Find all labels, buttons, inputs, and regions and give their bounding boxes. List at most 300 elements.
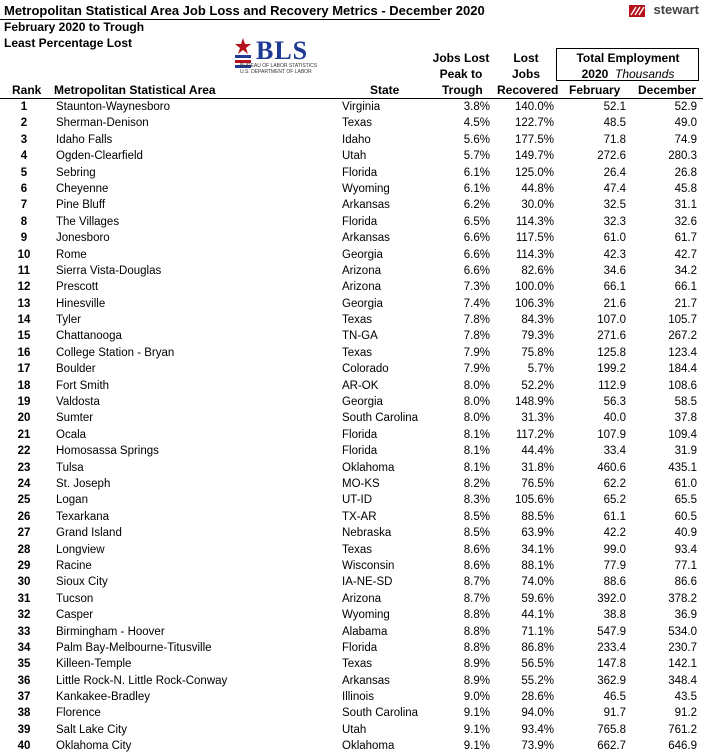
cell-msa: Kankakee-Bradley xyxy=(56,691,150,704)
table-row xyxy=(0,148,703,164)
cell-msa: Hinesville xyxy=(56,297,106,310)
cell-february-employment: 38.8 xyxy=(603,609,626,622)
cell-state: Alabama xyxy=(342,625,388,638)
cell-february-employment: 112.9 xyxy=(598,379,626,392)
cell-msa: Chattanooga xyxy=(56,330,122,343)
cell-jobs-lost-peak-to-trough: 5.6% xyxy=(463,133,490,146)
cell-msa: Tucson xyxy=(56,592,94,605)
column-header-trough: Trough xyxy=(442,83,483,97)
cell-february-employment: 662.7 xyxy=(597,740,626,753)
cell-state: MO-KS xyxy=(342,477,380,490)
cell-jobs-lost-peak-to-trough: 8.8% xyxy=(463,625,490,638)
cell-msa: Grand Island xyxy=(56,527,122,540)
cell-msa: Ocala xyxy=(56,428,87,441)
cell-msa: Tyler xyxy=(56,314,81,327)
table-row xyxy=(0,656,703,672)
cell-lost-jobs-recovered: 56.5% xyxy=(521,658,554,671)
cell-msa: Valdosta xyxy=(56,396,100,409)
cell-lost-jobs-recovered: 79.3% xyxy=(521,330,554,343)
cell-state: Texas xyxy=(342,117,373,130)
cell-february-employment: 34.6 xyxy=(603,264,626,277)
cell-december-employment: 49.0 xyxy=(674,117,697,130)
cell-february-employment: 61.0 xyxy=(603,232,626,245)
cell-lost-jobs-recovered: 74.0% xyxy=(521,576,554,589)
cell-lost-jobs-recovered: 122.7% xyxy=(514,117,554,130)
cell-december-employment: 42.7 xyxy=(674,248,697,261)
cell-jobs-lost-peak-to-trough: 7.4% xyxy=(463,297,490,310)
table-row xyxy=(0,722,703,738)
cell-state: Idaho xyxy=(342,133,371,146)
bls-logo xyxy=(232,38,352,78)
cell-msa: Birmingham - Hoover xyxy=(56,625,165,638)
cell-jobs-lost-peak-to-trough: 9.0% xyxy=(463,691,490,704)
cell-jobs-lost-peak-to-trough: 9.1% xyxy=(463,707,490,720)
cell-msa: Sierra Vista-Douglas xyxy=(56,264,162,277)
cell-february-employment: 42.3 xyxy=(603,248,626,261)
table-row xyxy=(0,312,703,328)
cell-rank: 24 xyxy=(17,477,31,490)
cell-rank: 4 xyxy=(20,150,28,163)
cell-rank: 27 xyxy=(17,527,31,540)
cell-february-employment: 107.0 xyxy=(597,314,626,327)
cell-msa: St. Joseph xyxy=(56,477,111,490)
cell-december-employment: 40.9 xyxy=(674,527,697,540)
cell-msa: College Station - Bryan xyxy=(56,346,175,359)
cell-state: Arkansas xyxy=(342,199,390,212)
cell-jobs-lost-peak-to-trough: 3.8% xyxy=(463,101,490,113)
cell-lost-jobs-recovered: 82.6% xyxy=(521,264,554,277)
cell-rank: 3 xyxy=(20,133,28,146)
cell-state: Illinois xyxy=(342,691,374,704)
cell-state: Texas xyxy=(342,314,373,327)
table-row xyxy=(0,197,703,213)
cell-december-employment: 142.1 xyxy=(668,658,697,671)
cell-december-employment: 60.5 xyxy=(674,510,697,523)
cell-rank: 8 xyxy=(20,215,28,228)
cell-jobs-lost-peak-to-trough: 6.6% xyxy=(463,232,490,245)
cell-msa: Ogden-Clearfield xyxy=(56,150,143,163)
cell-msa: Cheyenne xyxy=(56,182,109,195)
cell-lost-jobs-recovered: 100.0% xyxy=(514,281,554,294)
cell-lost-jobs-recovered: 63.9% xyxy=(521,527,554,540)
cell-rank: 37 xyxy=(17,691,31,704)
cell-msa: Florence xyxy=(56,707,101,720)
column-header-february: February xyxy=(569,83,621,97)
cell-state: Texas xyxy=(342,543,373,556)
table-row xyxy=(0,410,703,426)
cell-state: Wisconsin xyxy=(342,559,395,572)
cell-state: Utah xyxy=(342,150,367,163)
cell-february-employment: 77.9 xyxy=(603,559,626,572)
cell-rank: 14 xyxy=(17,314,31,327)
cell-february-employment: 71.8 xyxy=(603,133,626,146)
table-row xyxy=(0,427,703,443)
cell-jobs-lost-peak-to-trough: 7.9% xyxy=(463,363,490,376)
cell-state: Wyoming xyxy=(342,182,390,195)
cell-february-employment: 91.7 xyxy=(603,707,626,720)
cell-february-employment: 392.0 xyxy=(597,592,626,605)
cell-rank: 12 xyxy=(17,281,31,294)
cell-jobs-lost-peak-to-trough: 5.7% xyxy=(463,150,490,163)
cell-rank: 9 xyxy=(20,232,28,245)
cell-lost-jobs-recovered: 149.7% xyxy=(514,150,554,163)
cell-december-employment: 45.8 xyxy=(674,182,697,195)
cell-rank: 35 xyxy=(17,658,31,671)
cell-february-employment: 32.3 xyxy=(603,215,626,228)
cell-february-employment: 199.2 xyxy=(597,363,626,376)
cell-rank: 18 xyxy=(17,379,31,392)
cell-msa: Sioux City xyxy=(56,576,108,589)
header-year-units xyxy=(558,66,698,82)
header-thousands: Thousands xyxy=(615,67,675,81)
cell-msa: Idaho Falls xyxy=(56,133,113,146)
cell-lost-jobs-recovered: 55.2% xyxy=(521,674,554,687)
table-row xyxy=(0,214,703,230)
cell-msa: Rome xyxy=(56,248,87,261)
bls-logo-subtitle-dept: U.S. DEPARTMENT OF LABOR xyxy=(240,69,312,75)
cell-jobs-lost-peak-to-trough: 8.5% xyxy=(463,510,490,523)
cell-jobs-lost-peak-to-trough: 6.1% xyxy=(463,166,490,179)
cell-february-employment: 271.6 xyxy=(597,330,626,343)
cell-rank: 25 xyxy=(17,494,31,507)
cell-msa: Longview xyxy=(56,543,105,556)
cell-rank: 32 xyxy=(17,609,31,622)
header-jobs-lost-line2: Peak to xyxy=(439,67,483,81)
cell-february-employment: 66.1 xyxy=(603,281,626,294)
table-row xyxy=(0,378,703,394)
cell-lost-jobs-recovered: 52.2% xyxy=(521,379,554,392)
cell-february-employment: 48.5 xyxy=(603,117,626,130)
cell-state: Texas xyxy=(342,658,373,671)
cell-state: Texas xyxy=(342,346,373,359)
cell-msa: Sebring xyxy=(56,166,96,179)
cell-state: IA-NE-SD xyxy=(342,576,393,589)
cell-jobs-lost-peak-to-trough: 9.1% xyxy=(463,740,490,753)
table-row xyxy=(0,279,703,295)
cell-msa: Staunton-Waynesboro xyxy=(56,101,171,113)
cell-rank: 22 xyxy=(17,445,31,458)
cell-lost-jobs-recovered: 125.0% xyxy=(514,166,554,179)
cell-december-employment: 93.4 xyxy=(674,543,697,556)
cell-lost-jobs-recovered: 75.8% xyxy=(521,346,554,359)
cell-february-employment: 107.9 xyxy=(597,428,626,441)
bls-logo-subtitle: BUREAU OF LABOR STATISTICS xyxy=(240,63,318,69)
report-subtitle-sort: Least Percentage Lost xyxy=(4,36,133,50)
cell-december-employment: 34.2 xyxy=(674,264,697,277)
cell-february-employment: 40.0 xyxy=(603,412,626,425)
cell-february-employment: 33.4 xyxy=(603,445,626,458)
cell-state: Arizona xyxy=(342,592,381,605)
column-header-recovered: Recovered xyxy=(497,83,559,97)
table-row xyxy=(0,230,703,246)
cell-lost-jobs-recovered: 86.8% xyxy=(521,641,554,654)
cell-rank: 36 xyxy=(17,674,31,687)
cell-state: Oklahoma xyxy=(342,461,395,474)
cell-msa: Racine xyxy=(56,559,92,572)
cell-lost-jobs-recovered: 44.1% xyxy=(521,609,554,622)
table-row xyxy=(0,689,703,705)
table-row xyxy=(0,460,703,476)
cell-rank: 19 xyxy=(17,396,31,409)
cell-msa: Logan xyxy=(56,494,88,507)
cell-msa: Homosassa Springs xyxy=(56,445,159,458)
cell-jobs-lost-peak-to-trough: 8.8% xyxy=(463,641,490,654)
cell-december-employment: 77.1 xyxy=(674,559,697,572)
cell-december-employment: 43.5 xyxy=(674,691,697,704)
cell-lost-jobs-recovered: 114.3% xyxy=(515,248,554,261)
cell-jobs-lost-peak-to-trough: 8.2% xyxy=(463,477,490,490)
cell-rank: 34 xyxy=(17,641,31,654)
cell-december-employment: 123.4 xyxy=(668,346,697,359)
cell-rank: 1 xyxy=(20,101,28,113)
column-header-rank: Rank xyxy=(12,83,42,97)
cell-february-employment: 99.0 xyxy=(603,543,626,556)
cell-rank: 17 xyxy=(17,363,31,376)
cell-december-employment: 58.5 xyxy=(674,396,697,409)
cell-february-employment: 32.5 xyxy=(603,199,626,212)
cell-december-employment: 52.9 xyxy=(674,101,697,113)
cell-lost-jobs-recovered: 5.7% xyxy=(527,363,554,376)
table-row xyxy=(0,165,703,181)
cell-december-employment: 32.6 xyxy=(674,215,697,228)
table-row xyxy=(0,296,703,312)
cell-rank: 2 xyxy=(20,117,28,130)
cell-lost-jobs-recovered: 28.6% xyxy=(521,691,554,704)
cell-state: Florida xyxy=(342,215,378,228)
cell-state: Virginia xyxy=(342,101,381,113)
cell-state: Florida xyxy=(342,641,378,654)
cell-jobs-lost-peak-to-trough: 8.6% xyxy=(463,559,490,572)
cell-msa: Jonesboro xyxy=(56,232,110,245)
cell-rank: 40 xyxy=(17,740,31,753)
cell-state: Arizona xyxy=(342,264,381,277)
table-row xyxy=(0,705,703,721)
cell-jobs-lost-peak-to-trough: 8.9% xyxy=(463,674,490,687)
cell-jobs-lost-peak-to-trough: 8.0% xyxy=(463,396,490,409)
table-row xyxy=(0,361,703,377)
table-row xyxy=(0,476,703,492)
cell-december-employment: 65.5 xyxy=(674,494,697,507)
cell-state: Florida xyxy=(342,166,378,179)
table-row xyxy=(0,591,703,607)
column-header-december: December xyxy=(638,83,697,97)
cell-lost-jobs-recovered: 84.3% xyxy=(521,314,554,327)
cell-jobs-lost-peak-to-trough: 6.6% xyxy=(463,248,490,261)
table-row xyxy=(0,181,703,197)
cell-lost-jobs-recovered: 177.5% xyxy=(514,133,554,146)
table-row xyxy=(0,525,703,541)
cell-jobs-lost-peak-to-trough: 7.9% xyxy=(463,346,490,359)
table-row xyxy=(0,345,703,361)
cell-msa: Killeen-Temple xyxy=(56,658,132,671)
cell-msa: Pine Bluff xyxy=(56,199,106,212)
column-header-state: State xyxy=(370,83,400,97)
table-row xyxy=(0,640,703,656)
cell-rank: 7 xyxy=(20,199,28,212)
table-row xyxy=(0,115,703,131)
cell-rank: 10 xyxy=(17,248,31,261)
cell-jobs-lost-peak-to-trough: 8.1% xyxy=(463,461,490,474)
cell-february-employment: 61.1 xyxy=(603,510,626,523)
table-row xyxy=(0,263,703,279)
header-total-employment: Total Employment xyxy=(576,51,680,65)
cell-december-employment: 280.3 xyxy=(668,150,697,163)
cell-state: Georgia xyxy=(342,396,383,409)
cell-rank: 33 xyxy=(17,625,31,638)
cell-msa: Sherman-Denison xyxy=(56,117,149,130)
cell-february-employment: 62.2 xyxy=(603,477,626,490)
cell-december-employment: 761.2 xyxy=(668,723,697,736)
cell-lost-jobs-recovered: 114.3% xyxy=(515,215,554,228)
cell-lost-jobs-recovered: 34.1% xyxy=(521,543,554,556)
cell-rank: 20 xyxy=(17,412,31,425)
header-lost-jobs-line1: Lost xyxy=(513,51,539,65)
cell-state: Colorado xyxy=(342,363,389,376)
table-row xyxy=(0,509,703,525)
cell-jobs-lost-peak-to-trough: 8.7% xyxy=(463,592,490,605)
table-row xyxy=(0,443,703,459)
cell-jobs-lost-peak-to-trough: 8.3% xyxy=(463,494,490,507)
cell-msa: Palm Bay-Melbourne-Titusville xyxy=(56,641,212,654)
cell-lost-jobs-recovered: 88.1% xyxy=(521,559,554,572)
cell-lost-jobs-recovered: 117.5% xyxy=(515,232,554,245)
cell-lost-jobs-recovered: 105.6% xyxy=(514,494,554,507)
cell-jobs-lost-peak-to-trough: 7.8% xyxy=(463,314,490,327)
cell-msa: Texarkana xyxy=(56,510,110,523)
cell-lost-jobs-recovered: 148.9% xyxy=(514,396,554,409)
cell-state: TX-AR xyxy=(342,510,377,523)
cell-lost-jobs-recovered: 88.5% xyxy=(521,510,554,523)
cell-december-employment: 348.4 xyxy=(668,674,697,687)
cell-msa: The Villages xyxy=(56,215,120,228)
cell-february-employment: 56.3 xyxy=(603,396,626,409)
cell-lost-jobs-recovered: 71.1% xyxy=(521,625,554,638)
stewart-logo-icon xyxy=(629,5,645,17)
cell-december-employment: 105.7 xyxy=(668,314,697,327)
cell-december-employment: 184.4 xyxy=(668,363,697,376)
cell-december-employment: 36.9 xyxy=(674,609,697,622)
cell-state: South Carolina xyxy=(342,707,419,720)
cell-december-employment: 31.9 xyxy=(674,445,697,458)
cell-jobs-lost-peak-to-trough: 9.1% xyxy=(463,723,490,736)
header-lost-jobs-line2: Jobs xyxy=(511,67,540,81)
cell-state: Florida xyxy=(342,445,378,458)
table-row xyxy=(0,738,703,754)
cell-jobs-lost-peak-to-trough: 6.1% xyxy=(463,182,490,195)
cell-december-employment: 267.2 xyxy=(668,330,697,343)
table-row xyxy=(0,574,703,590)
table-row xyxy=(0,673,703,689)
cell-state: Arkansas xyxy=(342,674,390,687)
cell-february-employment: 460.6 xyxy=(597,461,626,474)
cell-jobs-lost-peak-to-trough: 6.2% xyxy=(463,199,490,212)
cell-jobs-lost-peak-to-trough: 4.5% xyxy=(463,117,490,130)
cell-rank: 29 xyxy=(17,559,31,572)
cell-state: AR-OK xyxy=(342,379,379,392)
stewart-logo-text: stewart xyxy=(653,2,699,17)
cell-february-employment: 52.1 xyxy=(603,101,626,113)
cell-lost-jobs-recovered: 31.3% xyxy=(521,412,554,425)
cell-state: South Carolina xyxy=(342,412,419,425)
cell-jobs-lost-peak-to-trough: 8.0% xyxy=(463,379,490,392)
table-row xyxy=(0,99,703,115)
cell-february-employment: 21.6 xyxy=(603,297,626,310)
cell-state: Georgia xyxy=(342,248,383,261)
header-lost-jobs xyxy=(494,50,558,82)
cell-lost-jobs-recovered: 59.6% xyxy=(521,592,554,605)
cell-msa: Casper xyxy=(56,609,94,622)
cell-state: Utah xyxy=(342,723,367,736)
table-row xyxy=(0,558,703,574)
cell-jobs-lost-peak-to-trough: 6.6% xyxy=(463,264,490,277)
cell-msa: Tulsa xyxy=(56,461,84,474)
bls-logo-text: BLS xyxy=(256,36,309,65)
cell-jobs-lost-peak-to-trough: 8.1% xyxy=(463,428,490,441)
cell-february-employment: 46.5 xyxy=(603,691,626,704)
table-row xyxy=(0,624,703,640)
cell-jobs-lost-peak-to-trough: 8.1% xyxy=(463,445,490,458)
cell-lost-jobs-recovered: 44.4% xyxy=(521,445,554,458)
cell-december-employment: 91.2 xyxy=(674,707,697,720)
cell-lost-jobs-recovered: 30.0% xyxy=(521,199,554,212)
column-header-msa: Metropolitan Statistical Area xyxy=(54,83,216,97)
cell-msa: Boulder xyxy=(56,363,96,376)
header-year: 2020 xyxy=(581,67,609,81)
report-title: Metropolitan Statistical Area Job Loss and Recovery Metrics - December 2020 xyxy=(4,3,485,18)
cell-rank: 16 xyxy=(17,346,31,359)
cell-december-employment: 31.1 xyxy=(674,199,697,212)
cell-february-employment: 65.2 xyxy=(603,494,626,507)
cell-december-employment: 66.1 xyxy=(674,281,697,294)
cell-december-employment: 61.0 xyxy=(674,477,697,490)
cell-february-employment: 26.4 xyxy=(603,166,626,179)
cell-december-employment: 108.6 xyxy=(668,379,697,392)
cell-jobs-lost-peak-to-trough: 8.8% xyxy=(463,609,490,622)
header-jobs-lost xyxy=(428,50,494,82)
cell-state: Georgia xyxy=(342,297,383,310)
cell-state: Arizona xyxy=(342,281,381,294)
cell-december-employment: 61.7 xyxy=(674,232,697,245)
cell-lost-jobs-recovered: 76.5% xyxy=(521,477,554,490)
cell-february-employment: 233.4 xyxy=(597,641,626,654)
cell-december-employment: 26.8 xyxy=(674,166,697,179)
header-jobs-lost-line1: Jobs Lost xyxy=(432,51,490,65)
cell-december-employment: 230.7 xyxy=(668,641,697,654)
cell-state: TN-GA xyxy=(342,330,378,343)
cell-december-employment: 74.9 xyxy=(674,133,697,146)
cell-december-employment: 37.8 xyxy=(674,412,697,425)
cell-jobs-lost-peak-to-trough: 8.7% xyxy=(463,576,490,589)
cell-lost-jobs-recovered: 73.9% xyxy=(521,740,554,753)
cell-jobs-lost-peak-to-trough: 7.8% xyxy=(463,330,490,343)
cell-rank: 6 xyxy=(20,182,28,195)
table-row xyxy=(0,492,703,508)
cell-state: Nebraska xyxy=(342,527,392,540)
cell-december-employment: 378.2 xyxy=(668,592,697,605)
table-row xyxy=(0,542,703,558)
report-subtitle-period: February 2020 to Trough xyxy=(4,20,145,34)
cell-december-employment: 21.7 xyxy=(674,297,697,310)
data-table xyxy=(0,99,703,755)
cell-msa: Salt Lake City xyxy=(56,723,127,736)
cell-rank: 11 xyxy=(17,264,31,277)
cell-february-employment: 547.9 xyxy=(597,625,626,638)
cell-msa: Fort Smith xyxy=(56,379,110,392)
cell-rank: 26 xyxy=(17,510,31,523)
cell-rank: 15 xyxy=(17,330,31,343)
cell-rank: 21 xyxy=(17,428,31,441)
table-row xyxy=(0,247,703,263)
